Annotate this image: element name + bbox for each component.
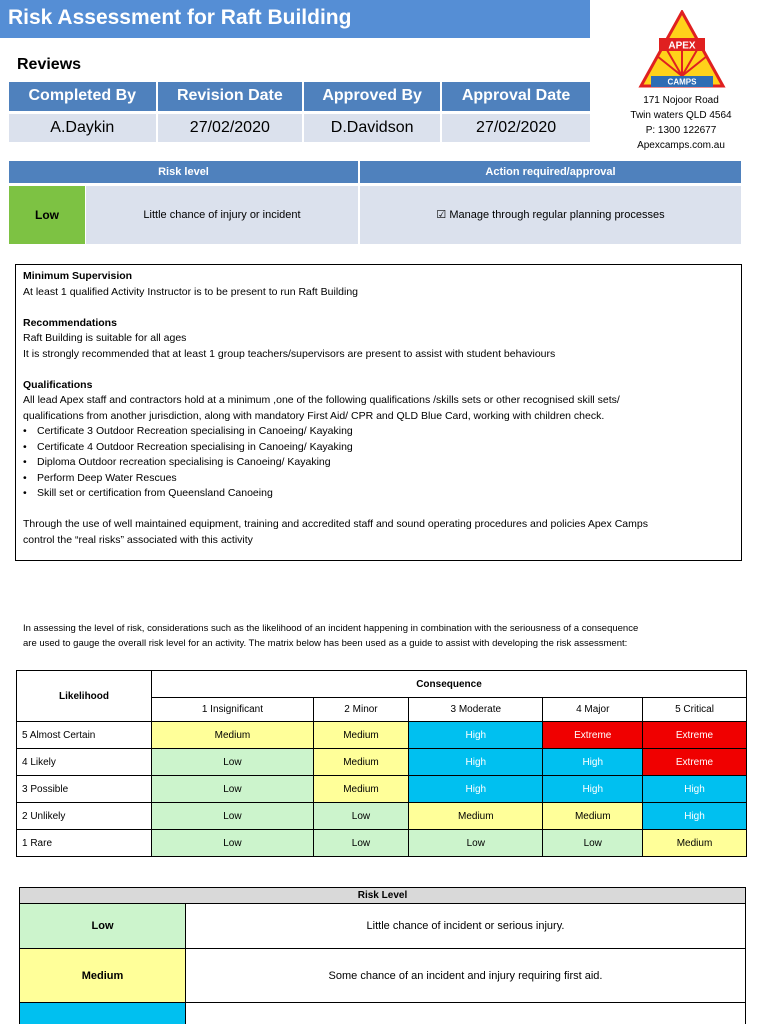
logo-bottom-text: CAMPS xyxy=(667,77,697,87)
reviews-table xyxy=(9,82,590,142)
activity-info-box xyxy=(15,264,742,561)
reviews-header-completed-by: Completed By xyxy=(9,82,157,112)
list-item: • Perform Deep Water Rescues xyxy=(23,471,734,487)
legend-description: Some chance of an incident and injury requiring first aid. xyxy=(186,949,746,1003)
qualifications-title: Qualifications xyxy=(23,378,93,391)
matrix-cell: High xyxy=(643,803,747,830)
reviews-revision-date: 27/02/2020 xyxy=(157,112,304,142)
consequence-label: 3 Moderate xyxy=(409,698,543,722)
qualifications-text: All lead Apex staff and contractors hold at a minimum ,one of the following qualifications /skills sets or other recognised skill sets/ xyxy=(23,394,620,406)
matrix-cell: Medium xyxy=(313,722,408,749)
logo-top-text: APEX xyxy=(668,40,696,52)
consequence-label: 4 Major xyxy=(543,698,643,722)
table-row xyxy=(17,803,747,830)
table-row xyxy=(20,1003,746,1024)
reviews-header-approved-by: Approved By xyxy=(303,82,441,112)
apex-camps-logo xyxy=(637,10,727,90)
likelihood-label: 5 Almost Certain xyxy=(17,722,152,749)
reviews-completed-by: A.Daykin xyxy=(9,112,157,142)
closing-text: control the “real risks” associated with this activity xyxy=(23,533,253,546)
list-item: • Certificate 3 Outdoor Recreation specialising in Canoeing/ Kayaking xyxy=(23,424,734,440)
likelihood-header: Likelihood xyxy=(17,671,152,722)
matrix-cell: Extreme xyxy=(643,749,747,776)
supervision-title: Minimum Supervision xyxy=(23,270,133,282)
matrix-cell: Low xyxy=(152,830,314,857)
table-row xyxy=(20,949,746,1003)
list-item: • Diploma Outdoor recreation specialising is Canoeing/ Kayaking xyxy=(23,455,734,471)
intro-line: In assessing the level of risk, considerations such as the likelihood of an incident happening in combination with the seriousness of a consequence xyxy=(23,623,639,634)
risk-level-legend xyxy=(19,887,746,1024)
matrix-cell: High xyxy=(643,776,747,803)
legend-level xyxy=(20,1003,186,1024)
table-row xyxy=(17,830,747,857)
risk-level-description: Little chance of injury or incident xyxy=(86,186,358,244)
legend-level: Medium xyxy=(20,949,186,1003)
reviews-header-approval-date: Approval Date xyxy=(441,82,590,112)
likelihood-label: 1 Rare xyxy=(17,830,152,857)
risk-matrix xyxy=(16,670,747,857)
matrix-cell: Low xyxy=(152,803,314,830)
legend-header: Risk Level xyxy=(20,888,746,904)
table-row xyxy=(17,776,747,803)
address-block xyxy=(618,93,744,153)
qualifications-text: qualifications from another jurisdiction, along with mandatory First Aid/ CPR and QLD Blue Card, working with children check. xyxy=(23,409,605,422)
table-row xyxy=(20,904,746,949)
address-line: Twin waters QLD 4564 xyxy=(630,110,732,121)
matrix-cell: Low xyxy=(313,830,408,857)
intro-line: are used to gauge the overall risk level for an activity. The matrix below has been used as a guide to assist with developing the risk assessment: xyxy=(23,638,628,649)
matrix-cell: Low xyxy=(313,803,408,830)
address-line: 171 Nojoor Road xyxy=(643,95,719,106)
closing-text: Through the use of well maintained equipment, training and accredited staff and sound operating procedures and policies Apex Camps xyxy=(23,518,648,530)
reviews-approved-by: D.Davidson xyxy=(303,112,441,142)
reviews-approval-date: 27/02/2020 xyxy=(441,112,590,142)
matrix-cell: Medium xyxy=(152,722,314,749)
matrix-cell: High xyxy=(543,776,643,803)
reviews-heading: Reviews xyxy=(17,56,82,73)
legend-description: Little chance of incident or serious injury. xyxy=(186,904,746,949)
matrix-cell: Low xyxy=(543,830,643,857)
table-row xyxy=(17,749,747,776)
likelihood-label: 2 Unlikely xyxy=(17,803,152,830)
list-item: • Certificate 4 Outdoor Recreation specialising in Canoeing/ Kayaking xyxy=(23,440,734,456)
matrix-cell: High xyxy=(543,749,643,776)
qualifications-list xyxy=(23,424,734,502)
risk-level-header: Risk level xyxy=(9,161,358,183)
action-required-header: Action required/approval xyxy=(360,161,741,183)
matrix-cell: Extreme xyxy=(643,722,747,749)
recommendations-text: Raft Building is suitable for all ages xyxy=(23,332,187,344)
supervision-text: At least 1 qualified Activity Instructor is to be present to run Raft Building xyxy=(23,285,359,298)
matrix-cell: Extreme xyxy=(543,722,643,749)
recommendations-text: It is strongly recommended that at least 1 group teachers/supervisors are present to assist with student behaviours xyxy=(23,347,556,360)
reviews-header-revision-date: Revision Date xyxy=(157,82,304,112)
recommendations-title: Recommendations xyxy=(23,316,117,329)
matrix-cell: Low xyxy=(152,776,314,803)
matrix-cell: High xyxy=(409,722,543,749)
consequence-header: Consequence xyxy=(152,671,747,698)
matrix-cell: Medium xyxy=(313,749,408,776)
list-item: • Skill set or certification from Queensland Canoeing xyxy=(23,486,734,502)
address-website[interactable]: Apexcamps.com.au xyxy=(637,140,725,151)
address-phone: P: 1300 122677 xyxy=(645,125,717,136)
matrix-cell: Low xyxy=(152,749,314,776)
legend-description xyxy=(186,1003,746,1024)
matrix-cell: Medium xyxy=(643,830,747,857)
consequence-label: 1 Insignificant xyxy=(152,698,314,722)
action-required-value: ☑ Manage through regular planning processes xyxy=(360,186,741,244)
table-row xyxy=(17,722,747,749)
matrix-cell: Low xyxy=(409,830,543,857)
matrix-cell: Medium xyxy=(543,803,643,830)
consequence-label: 2 Minor xyxy=(313,698,408,722)
page-title: Risk Assessment for Raft Building xyxy=(0,0,590,38)
matrix-cell: High xyxy=(409,776,543,803)
risk-level-value: Low xyxy=(9,186,85,244)
consequence-label: 5 Critical xyxy=(643,698,747,722)
likelihood-label: 3 Possible xyxy=(17,776,152,803)
likelihood-label: 4 Likely xyxy=(17,749,152,776)
matrix-cell: Medium xyxy=(409,803,543,830)
matrix-intro xyxy=(23,621,745,651)
matrix-cell: High xyxy=(409,749,543,776)
matrix-cell: Medium xyxy=(313,776,408,803)
legend-level: Low xyxy=(20,904,186,949)
